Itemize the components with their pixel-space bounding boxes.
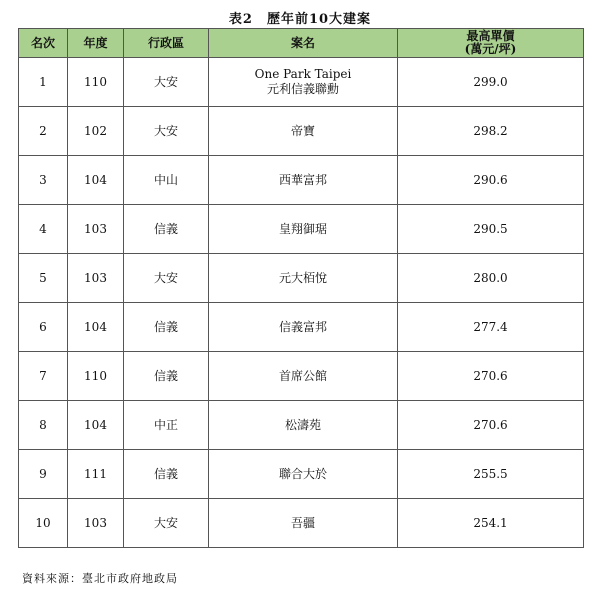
header-district: 行政區 xyxy=(124,29,209,58)
project-name-line: 西華富邦 xyxy=(278,172,327,187)
cell-rank: 8 xyxy=(19,401,68,450)
project-name-line: 松濤苑 xyxy=(284,417,321,432)
table-row xyxy=(19,303,584,352)
cell-rank: 9 xyxy=(19,450,68,499)
cell-name xyxy=(209,303,398,352)
project-name-line: 吾疆 xyxy=(290,515,315,530)
top10-projects-table xyxy=(18,28,584,548)
table-row xyxy=(19,450,584,499)
cell-year: 110 xyxy=(68,352,124,401)
cell-year: 104 xyxy=(68,303,124,352)
project-name-line: 信義富邦 xyxy=(278,319,327,334)
table-title: 表2 歷年前10大建案 xyxy=(228,12,372,27)
cell-name xyxy=(209,205,398,254)
table-row xyxy=(19,58,584,107)
project-name-line: One Park Taipei xyxy=(254,67,352,81)
project-name-line: 元利信義聯勳 xyxy=(266,82,339,96)
table-row xyxy=(19,205,584,254)
cell-price: 299.0 xyxy=(398,58,584,107)
cell-district: 中山 xyxy=(124,156,209,205)
cell-price: 277.4 xyxy=(398,303,584,352)
cell-name xyxy=(209,401,398,450)
table-row xyxy=(19,352,584,401)
cell-year: 103 xyxy=(68,205,124,254)
table-row xyxy=(19,499,584,548)
cell-name xyxy=(209,352,398,401)
cell-name xyxy=(209,156,398,205)
table-row xyxy=(19,401,584,450)
cell-district: 中正 xyxy=(124,401,209,450)
cell-year: 102 xyxy=(68,107,124,156)
cell-rank: 3 xyxy=(19,156,68,205)
cell-price: 270.6 xyxy=(398,401,584,450)
cell-district: 大安 xyxy=(124,499,209,548)
header-year: 年度 xyxy=(68,29,124,58)
project-name-line: 元大栢悅 xyxy=(278,270,327,285)
cell-price: 254.1 xyxy=(398,499,584,548)
header-name: 案名 xyxy=(209,29,398,58)
cell-name xyxy=(209,499,398,548)
cell-district: 信義 xyxy=(124,205,209,254)
cell-year: 111 xyxy=(68,450,124,499)
cell-price: 255.5 xyxy=(398,450,584,499)
cell-year: 110 xyxy=(68,58,124,107)
header-rank: 名次 xyxy=(19,29,68,58)
cell-year: 104 xyxy=(68,401,124,450)
cell-rank: 2 xyxy=(19,107,68,156)
cell-price: 290.6 xyxy=(398,156,584,205)
table-body xyxy=(19,58,584,548)
project-name-line: 首席公館 xyxy=(278,368,327,383)
cell-name xyxy=(209,254,398,303)
project-name-line: 聯合大於 xyxy=(278,466,327,481)
cell-rank: 7 xyxy=(19,352,68,401)
cell-price: 290.5 xyxy=(398,205,584,254)
cell-name xyxy=(209,58,398,107)
cell-district: 大安 xyxy=(124,107,209,156)
cell-year: 103 xyxy=(68,499,124,548)
cell-rank: 10 xyxy=(19,499,68,548)
cell-name xyxy=(209,450,398,499)
cell-rank: 4 xyxy=(19,205,68,254)
cell-price: 280.0 xyxy=(398,254,584,303)
cell-district: 信義 xyxy=(124,450,209,499)
header-price-line1: 最高單價 xyxy=(466,29,515,43)
table-header-row xyxy=(19,29,584,58)
cell-price: 298.2 xyxy=(398,107,584,156)
cell-district: 信義 xyxy=(124,352,209,401)
source-note: 資料來源：臺北市政府地政局 xyxy=(22,572,178,585)
table-row xyxy=(19,107,584,156)
cell-year: 103 xyxy=(68,254,124,303)
header-price xyxy=(398,29,584,58)
table-row xyxy=(19,254,584,303)
project-name-line: 帝寶 xyxy=(290,123,315,138)
cell-district: 信義 xyxy=(124,303,209,352)
cell-rank: 5 xyxy=(19,254,68,303)
project-name-line: 皇翔御琚 xyxy=(278,221,327,236)
cell-district: 大安 xyxy=(124,58,209,107)
cell-rank: 6 xyxy=(19,303,68,352)
cell-rank: 1 xyxy=(19,58,68,107)
cell-price: 270.6 xyxy=(398,352,584,401)
cell-district: 大安 xyxy=(124,254,209,303)
header-price-line2: (萬元/坪) xyxy=(464,42,517,56)
cell-name xyxy=(209,107,398,156)
table-row xyxy=(19,156,584,205)
cell-year: 104 xyxy=(68,156,124,205)
